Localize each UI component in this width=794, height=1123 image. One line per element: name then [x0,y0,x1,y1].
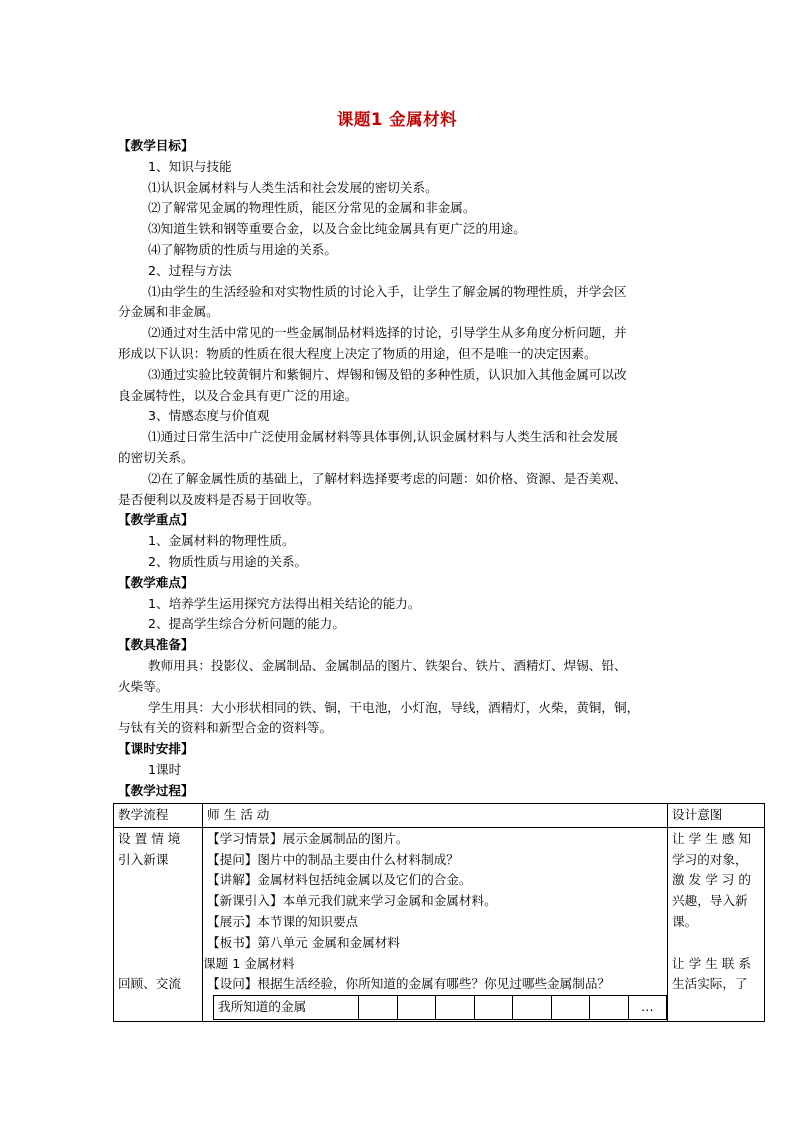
activity-tag: 【展示】 [207,913,258,929]
activity-cell [203,827,668,1021]
objective-item-cont: 分金属和非金属。 [118,304,219,320]
intent-line: 生活实际，了 [672,976,748,992]
process-table [113,803,765,1022]
objective-item: ⑵了解常见金属的物理性质，能区分常见的金属和非金属。 [148,200,476,216]
materials-heading: 【教具准备】 [118,637,194,653]
objective-item-cont: 的密切关系。 [118,449,194,465]
header-flow: 教学流程 [114,804,203,828]
activity-text: 图片中的制品主要由什么材料制成？ [257,851,459,867]
schedule-heading: 【课时安排】 [118,741,194,757]
known-metals-label: 我所知道的金属 [214,996,359,1020]
student-materials-cont: 与钛有关的资料和新型合金的资料等。 [118,720,333,736]
objective-item: ⑵通过对生活中常见的一些金属制品材料选择的讨论，引导学生从多角度分析问题，并 [148,325,627,341]
intent-line: 课。 [672,913,698,929]
header-intent: 设计意图 [668,804,765,828]
activity-line [207,850,663,871]
activity-line [207,933,663,954]
activity-tag: 【新课引入】 [207,893,283,909]
known-metals-cell[interactable] [513,996,552,1020]
header-activity: 师 生 活 动 [203,804,668,828]
known-metals-cell[interactable] [436,996,475,1020]
key-points-heading: 【教学重点】 [118,512,194,528]
activity-line [203,954,663,975]
objective-item-cont: 是否便利以及废料是否易于回收等。 [118,491,320,507]
intent-line: 让 学 生 联 系 [672,955,751,971]
flow-line: 引入新课 [118,851,169,867]
flow-cell [114,827,203,1021]
objective-item: ⑶通过实验比较黄铜片和紫铜片、焊锡和锡及铅的多种性质，认识加入其他金属可以改 [148,366,627,382]
objective-item: ⑶知道生铁和钢等重要合金，以及合金比纯金属具有更广泛的用途。 [148,221,526,237]
known-metals-cell[interactable] [359,996,398,1020]
intent-cell [668,827,765,1021]
activity-line [207,891,663,912]
activity-text: 根据生活经验，你所知道的金属有哪些？你见过哪些金属制品？ [257,976,610,992]
flow-line: 回顾、交流 [118,976,181,992]
difficulty-item: 1、培养学生运用探究方法得出相关结论的能力。 [148,595,421,611]
intent-line: 激 发 学 习 的 [672,872,751,888]
key-point-item: 2、物质性质与用途的关系。 [148,553,308,569]
difficulty-item: 2、提高学生综合分析问题的能力。 [148,616,345,632]
known-metals-table [213,995,667,1020]
document-body [118,136,678,802]
process-heading: 【教学过程】 [118,782,194,798]
objectives-section-2: 2、过程与方法 [148,262,232,278]
objective-item-cont: 良金属特性，以及合金具有更广泛的用途。 [118,387,358,403]
key-point-item: 1、金属材料的物理性质。 [148,533,295,549]
known-metals-row [214,996,667,1020]
activity-line [207,974,663,995]
objective-item: ⑷了解物质的性质与用途的关系。 [148,241,337,257]
schedule-value: 1课时 [148,761,182,777]
table-header-row [114,804,765,828]
objective-item: ⑴通过日常生活中广泛使用金属材料等具体事例,认识金属材料与人类生活和社会发展 [148,429,618,445]
intent-line: 让 学 生 感 知 [672,830,751,846]
known-metals-cell[interactable] [474,996,513,1020]
known-metals-cell[interactable] [590,996,629,1020]
known-metals-cell[interactable] [397,996,436,1020]
activity-tag: 【板书】 [207,934,258,950]
teacher-materials-cont: 火柴等。 [118,678,169,694]
activity-text: 本单元我们就来学习金属和金属材料。 [282,893,497,909]
objective-item: ⑵在了解金属性质的基础上，了解材料选择要考虑的问题：如价格、资源、是否美观、 [148,470,627,486]
page-title: 课题1 金属材料 [336,110,458,129]
activity-text: 课题 1 金属材料 [203,955,295,971]
activity-tag: 【讲解】 [207,872,258,888]
activity-line [207,870,663,891]
activity-tag: 【学习情景】 [207,830,283,846]
known-metals-cell[interactable] [551,996,590,1020]
difficulties-heading: 【教学难点】 [118,574,194,590]
activity-tag: 【设问】 [207,976,258,992]
activity-line [207,829,663,850]
objective-item: ⑴由学生的生活经验和对实物性质的讨论入手，让学生了解金属的物理性质，并学会区 [148,283,627,299]
intent-line: 学习的对象， [672,851,748,867]
activity-text: 展示金属制品的图片。 [282,830,409,846]
activity-text: 第八单元 金属和金属材料 [257,934,400,950]
activity-tag: 【提问】 [207,851,258,867]
objective-item-cont: 形成以下认识：物质的性质在很大程度上决定了物质的用途，但不是唯一的决定因素。 [118,345,597,361]
known-metals-ellipsis: … [628,996,667,1020]
teacher-materials: 教师用具：投影仪、金属制品、金属制品的图片、铁架台、铁片、酒精灯、焊锡、铅、 [148,657,627,673]
objectives-section-1: 1、知识与技能 [148,158,232,174]
activity-text: 金属材料包括纯金属以及它们的合金。 [257,872,472,888]
activity-text: 本节课的知识要点 [257,913,359,929]
objectives-heading: 【教学目标】 [118,138,194,153]
table-row [114,827,765,1021]
activity-line [207,912,663,933]
objective-item: ⑴认识金属材料与人类生活和社会发展的密切关系。 [148,179,438,195]
student-materials: 学生用具：大小形状相同的铁、铜，干电池，小灯泡，导线，酒精灯，火柴，黄铜，铜， [148,699,640,715]
intent-line: 兴趣，导入新 [672,893,748,909]
objectives-section-3: 3、情感态度与价值观 [148,408,270,424]
flow-line: 设 置 情 境 [118,830,181,846]
